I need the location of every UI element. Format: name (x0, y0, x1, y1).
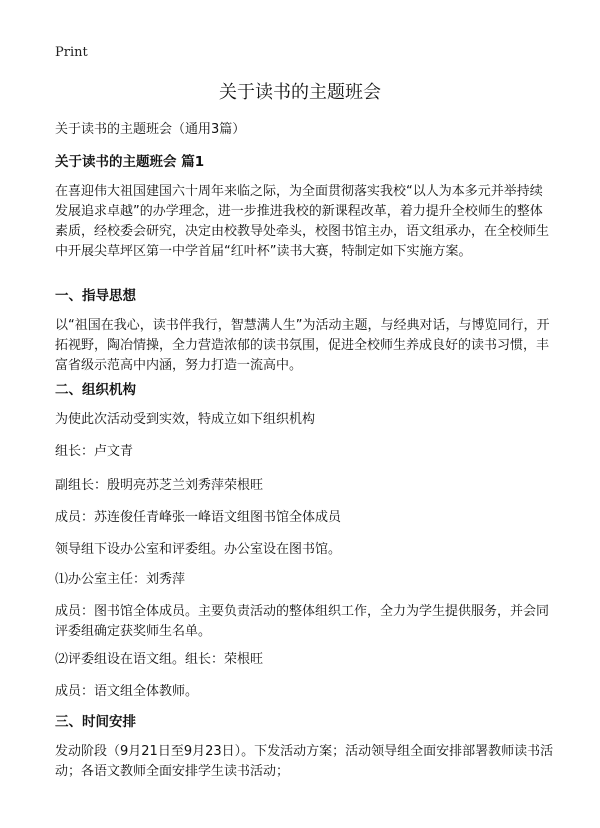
guiding-ideas-paragraph: 以“祖国在我心，读书伴我行，智慧满人生”为活动主题，与经典对话，与博览同行，开拓视野，陶冶情操，全力营造浓郁的读书氛围，促进全校师生养成良好的读书习惯，丰富省级示范高中内涵，努力打造一流高中。 (55, 318, 550, 373)
vice-leader-line: 副组长：殷明亮苏芝兰刘秀萍荣根旺 (55, 478, 264, 493)
jury-head-line: ⑵评委组设在语文组。组长：荣根旺 (55, 652, 264, 667)
office-head-line: ⑴办公室主任：刘秀萍 (55, 572, 186, 587)
section-heading-guiding-ideas: 一、指导思想 (55, 288, 136, 304)
print-link[interactable]: Print (55, 45, 88, 60)
section-heading-schedule: 三、时间安排 (55, 714, 136, 730)
org-intro: 为使此次活动受到实效，特成立如下组织机构 (55, 412, 316, 427)
leader-line: 组长：卢文青 (55, 444, 134, 459)
office-note: 领导组下设办公室和评委组。办公室设在图书馆。 (55, 542, 342, 557)
office-members-paragraph: 成员：图书馆全体成员。主要负责活动的整体组织工作，全力为学生提供服务，并会同评委组确定获奖师生名单。 (55, 604, 550, 639)
jury-members-line: 成员：语文组全体教师。 (55, 684, 199, 699)
page-title: 关于读书的主题班会 (219, 82, 381, 103)
article-heading: 关于读书的主题班会 篇1 (55, 154, 205, 170)
schedule-paragraph: 发动阶段（9月21日至9月23日）。下发活动方案；活动领导组全面安排部署教师读书活动；各语文教师全面安排学生读书活动； (55, 744, 554, 779)
members-line: 成员：苏连俊任青峰张一峰语文组图书馆全体成员 (55, 510, 342, 525)
section-heading-organization: 二、组织机构 (55, 382, 136, 398)
subtitle: 关于读书的主题班会（通用3篇） (55, 122, 246, 137)
intro-paragraph: 在喜迎伟大祖国建国六十周年来临之际，为全面贯彻落实我校“以人为本多元并举持续发展追求卓越”的办学理念，进一步推进我校的新课程改革，着力提升全校师生的整体素质，经校委会研究，决定由校教导处牵头，校图书馆主办，语文组承办，在全校师生中开展尖草坪区第一中学首届“红叶杯”读书大赛，特制定如下实施方案。 (55, 184, 550, 259)
